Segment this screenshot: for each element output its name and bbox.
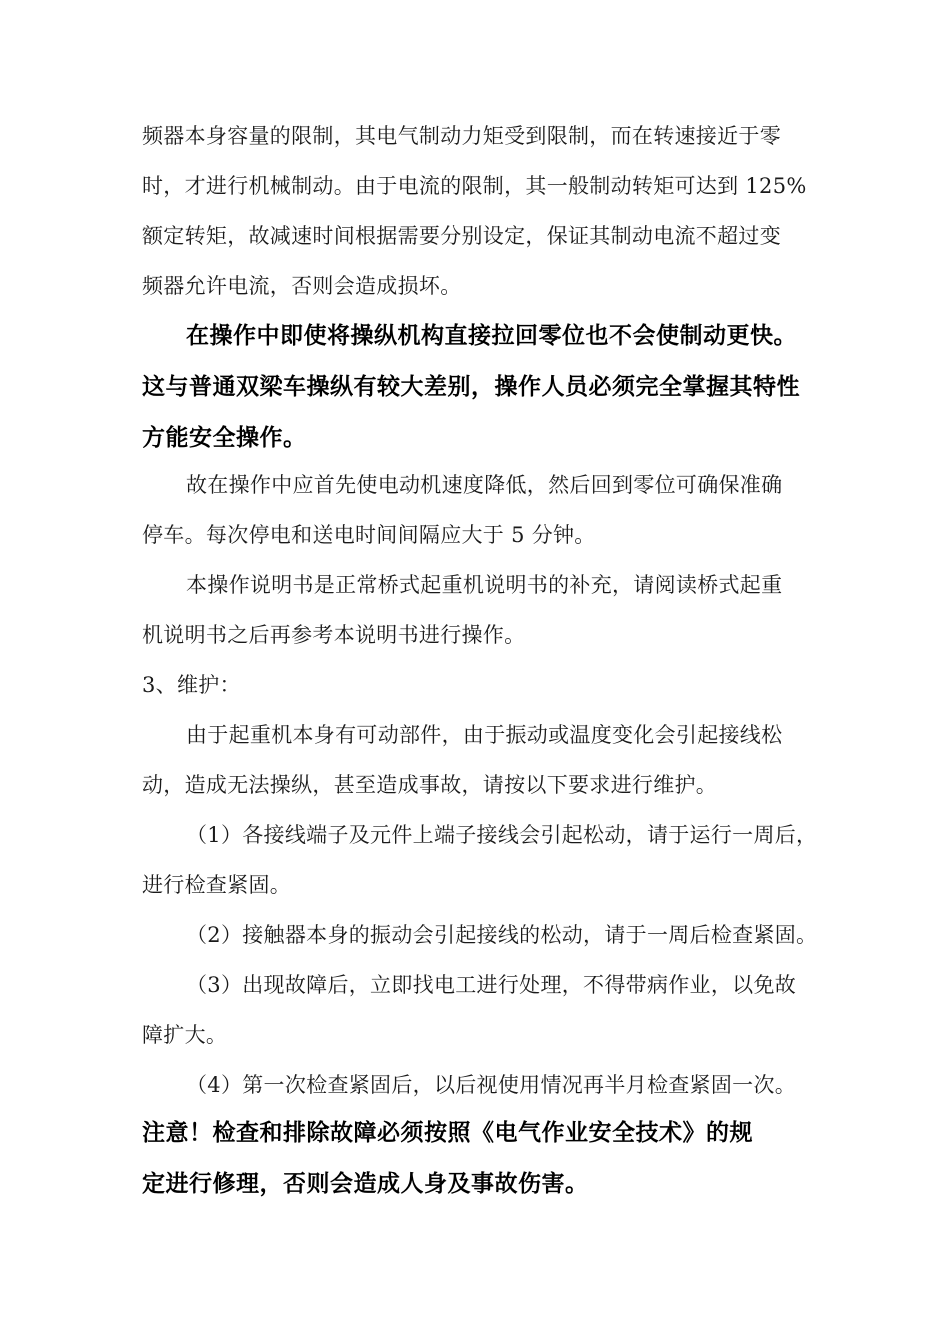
warning-line: 在操作中即使将操纵机构直接拉回零位也不会使制动更快。 bbox=[186, 323, 797, 349]
text-line: 频器允许电流，否则会造成损坏。 bbox=[142, 274, 462, 298]
list-item: （4）第一次检查紧固后，以后视使用情况再半月检查紧固一次。 bbox=[186, 1073, 797, 1097]
notice-line: 注意！检查和排除故障必须按照《电气作业安全技术》的规 bbox=[142, 1120, 753, 1146]
list-item: 障扩大。 bbox=[142, 1023, 228, 1047]
text-line: 动，造成无法操纵，甚至造成事故，请按以下要求进行维护。 bbox=[142, 773, 718, 797]
list-item: （2）接触器本身的振动会引起接线的松动，请于一周后检查紧固。 bbox=[186, 923, 818, 947]
list-item: 进行检查紧固。 bbox=[142, 873, 292, 897]
warning-line: 方能安全操作。 bbox=[142, 425, 307, 451]
list-item: （1）各接线端子及元件上端子接线会引起松动，请于运行一周后， bbox=[186, 823, 818, 847]
section-heading: 3、维护： bbox=[142, 673, 241, 697]
text-line: 机说明书之后再参考本说明书进行操作。 bbox=[142, 623, 526, 647]
notice-line: 定进行修理，否则会造成人身及事故伤害。 bbox=[142, 1171, 589, 1197]
text-line: 额定转矩，故减速时间根据需要分别设定，保证其制动电流不超过变 bbox=[142, 224, 781, 248]
warning-line: 这与普通双梁车操纵有较大差别，操作人员必须完全掌握其特性 bbox=[142, 374, 800, 400]
text-line: 频器本身容量的限制，其电气制动力矩受到限制，而在转速接近于零 bbox=[142, 124, 781, 148]
text-line: 时，才进行机械制动。由于电流的限制，其一般制动转矩可达到 125% bbox=[142, 174, 807, 198]
list-item: （3）出现故障后，立即找电工进行处理，不得带病作业，以免故 bbox=[186, 973, 797, 997]
text-line: 故在操作中应首先使电动机速度降低，然后回到零位可确保准确 bbox=[186, 473, 783, 497]
text-line: 由于起重机本身有可动部件，由于振动或温度变化会引起接线松 bbox=[186, 723, 783, 747]
text-line: 停车。每次停电和送电时间间隔应大于 5 分钟。 bbox=[142, 523, 596, 547]
text-line: 本操作说明书是正常桥式起重机说明书的补充，请阅读桥式起重 bbox=[186, 573, 783, 597]
